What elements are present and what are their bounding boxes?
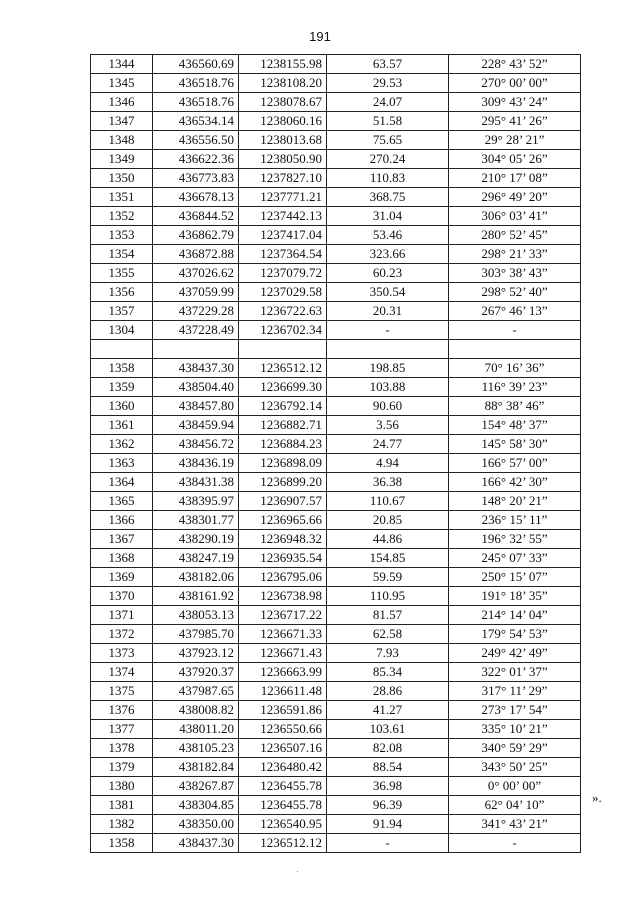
point-number-cell: 1373 <box>91 644 153 663</box>
length-cell: 24.07 <box>327 93 449 112</box>
y-coordinate-cell: 1238108.20 <box>239 74 327 93</box>
point-number-cell: 1375 <box>91 682 153 701</box>
point-number-cell: 1351 <box>91 188 153 207</box>
length-cell: 29.53 <box>327 74 449 93</box>
y-coordinate-cell: 1238078.67 <box>239 93 327 112</box>
bearing-cell: 306° 03’ 41” <box>449 207 581 226</box>
point-number-cell: 1367 <box>91 530 153 549</box>
x-coordinate-cell: 438459.94 <box>153 416 239 435</box>
page-number: 191 <box>309 29 331 44</box>
length-cell: 36.38 <box>327 473 449 492</box>
bearing-cell: 267° 46’ 13” <box>449 302 581 321</box>
x-coordinate-cell: 436773.83 <box>153 169 239 188</box>
table-row <box>91 416 581 435</box>
y-coordinate-cell: 1236795.06 <box>239 568 327 587</box>
bearing-cell: 341° 43’ 21” <box>449 815 581 834</box>
table-row <box>91 511 581 530</box>
length-cell: 91.94 <box>327 815 449 834</box>
y-coordinate-cell: 1236671.33 <box>239 625 327 644</box>
x-coordinate-cell: 438053.13 <box>153 606 239 625</box>
bearing-cell: 88° 38’ 46” <box>449 397 581 416</box>
point-number-cell: 1381 <box>91 796 153 815</box>
y-coordinate-cell: 1236898.09 <box>239 454 327 473</box>
point-number-cell: 1347 <box>91 112 153 131</box>
x-coordinate-cell: 437920.37 <box>153 663 239 682</box>
point-number-cell: 1345 <box>91 74 153 93</box>
x-coordinate-cell: 438301.77 <box>153 511 239 530</box>
point-number-cell: 1344 <box>91 55 153 74</box>
length-cell: 198.85 <box>327 359 449 378</box>
table-row <box>91 739 581 758</box>
bearing-cell: 154° 48’ 37” <box>449 416 581 435</box>
length-cell: 350.54 <box>327 283 449 302</box>
table-row <box>91 777 581 796</box>
length-cell: 36.98 <box>327 777 449 796</box>
x-coordinate-cell: 436518.76 <box>153 93 239 112</box>
bearing-cell: 191° 18’ 35” <box>449 587 581 606</box>
point-number-cell: 1372 <box>91 625 153 644</box>
x-coordinate-cell: 437059.99 <box>153 283 239 302</box>
table-row <box>91 454 581 473</box>
point-number-cell: 1364 <box>91 473 153 492</box>
bearing-cell: 145° 58’ 30” <box>449 435 581 454</box>
y-coordinate-cell: 1238013.68 <box>239 131 327 150</box>
bearing-cell: 249° 42’ 49” <box>449 644 581 663</box>
length-cell: - <box>327 321 449 340</box>
x-coordinate-cell: 438105.23 <box>153 739 239 758</box>
length-cell: - <box>327 834 449 853</box>
table-row <box>91 131 581 150</box>
bearing-cell: 166° 42’ 30” <box>449 473 581 492</box>
length-cell: 31.04 <box>327 207 449 226</box>
bearing-cell: 214° 14’ 04” <box>449 606 581 625</box>
x-coordinate-cell: 436556.50 <box>153 131 239 150</box>
length-cell: 270.24 <box>327 150 449 169</box>
point-number-cell: 1382 <box>91 815 153 834</box>
point-number-cell: 1346 <box>91 93 153 112</box>
x-coordinate-cell: 436560.69 <box>153 55 239 74</box>
point-number-cell: 1350 <box>91 169 153 188</box>
length-cell: 7.93 <box>327 644 449 663</box>
x-coordinate-cell: 436534.14 <box>153 112 239 131</box>
y-coordinate-cell: 1236722.63 <box>239 302 327 321</box>
table-row <box>91 796 581 815</box>
x-coordinate-cell: 438011.20 <box>153 720 239 739</box>
coordinates-table-body <box>91 55 581 853</box>
bearing-cell: 62° 04’ 10” <box>449 796 581 815</box>
y-coordinate-cell: 1236699.30 <box>239 378 327 397</box>
x-coordinate-cell: 438431.38 <box>153 473 239 492</box>
y-coordinate-cell: 1236455.78 <box>239 777 327 796</box>
table-row <box>91 815 581 834</box>
y-coordinate-cell: 1236512.12 <box>239 834 327 853</box>
table-row <box>91 321 581 340</box>
bearing-cell: 322° 01’ 37” <box>449 663 581 682</box>
bearing-cell: 210° 17’ 08” <box>449 169 581 188</box>
y-coordinate-cell: 1236792.14 <box>239 397 327 416</box>
y-coordinate-cell: 1236611.48 <box>239 682 327 701</box>
length-cell: 41.27 <box>327 701 449 720</box>
length-cell: 4.94 <box>327 454 449 473</box>
point-number-cell: 1363 <box>91 454 153 473</box>
y-coordinate-cell: 1236935.54 <box>239 549 327 568</box>
y-coordinate-cell: 1236717.22 <box>239 606 327 625</box>
y-coordinate-cell: 1236550.66 <box>239 720 327 739</box>
table-row <box>91 302 581 321</box>
length-cell: 90.60 <box>327 397 449 416</box>
x-coordinate-cell: 437985.70 <box>153 625 239 644</box>
x-coordinate-cell: 437923.12 <box>153 644 239 663</box>
y-coordinate-cell: 1236540.95 <box>239 815 327 834</box>
x-coordinate-cell: 438456.72 <box>153 435 239 454</box>
point-number-cell: 1349 <box>91 150 153 169</box>
bearing-cell: 0° 00’ 00” <box>449 777 581 796</box>
bearing-cell: 270° 00’ 00” <box>449 74 581 93</box>
table-row <box>91 473 581 492</box>
table-row <box>91 720 581 739</box>
table-row <box>91 644 581 663</box>
table-row <box>91 283 581 302</box>
y-coordinate-cell: 1236702.34 <box>239 321 327 340</box>
footer-mark: · <box>296 866 299 876</box>
x-coordinate-cell: 436844.52 <box>153 207 239 226</box>
point-number-cell: 1360 <box>91 397 153 416</box>
point-number-cell: 1359 <box>91 378 153 397</box>
bearing-cell: 298° 21’ 33” <box>449 245 581 264</box>
y-coordinate-cell: 1236671.43 <box>239 644 327 663</box>
point-number-cell: 1370 <box>91 587 153 606</box>
x-coordinate-cell: 436622.36 <box>153 150 239 169</box>
y-coordinate-cell: 1237364.54 <box>239 245 327 264</box>
table-row <box>91 188 581 207</box>
bearing-cell: 148° 20’ 21” <box>449 492 581 511</box>
bearing-cell: 317° 11’ 29” <box>449 682 581 701</box>
bearing-cell: 236° 15’ 11” <box>449 511 581 530</box>
table-row <box>91 530 581 549</box>
table-row <box>91 397 581 416</box>
point-number-cell: 1304 <box>91 321 153 340</box>
point-number-cell: 1355 <box>91 264 153 283</box>
x-coordinate-cell: 438161.92 <box>153 587 239 606</box>
table-row <box>91 245 581 264</box>
length-cell: 103.61 <box>327 720 449 739</box>
table-row <box>91 93 581 112</box>
table-row <box>91 169 581 188</box>
y-coordinate-cell: 1236948.32 <box>239 530 327 549</box>
bearing-cell: 304° 05’ 26” <box>449 150 581 169</box>
table-row <box>91 55 581 74</box>
table-row <box>91 625 581 644</box>
y-coordinate-cell: 1236480.42 <box>239 758 327 777</box>
length-cell <box>327 340 449 359</box>
bearing-cell: 179° 54’ 53” <box>449 625 581 644</box>
point-number-cell: 1377 <box>91 720 153 739</box>
y-coordinate-cell: 1236512.12 <box>239 359 327 378</box>
x-coordinate-cell: 438267.87 <box>153 777 239 796</box>
x-coordinate-cell <box>153 340 239 359</box>
x-coordinate-cell: 437987.65 <box>153 682 239 701</box>
bearing-cell: 245° 07’ 33” <box>449 549 581 568</box>
y-coordinate-cell: 1237029.58 <box>239 283 327 302</box>
x-coordinate-cell: 438395.97 <box>153 492 239 511</box>
point-number-cell: 1362 <box>91 435 153 454</box>
bearing-cell: 196° 32’ 55” <box>449 530 581 549</box>
bearing-cell: - <box>449 834 581 853</box>
x-coordinate-cell: 438290.19 <box>153 530 239 549</box>
y-coordinate-cell: 1237442.13 <box>239 207 327 226</box>
point-number-cell: 1352 <box>91 207 153 226</box>
table-row <box>91 150 581 169</box>
y-coordinate-cell: 1238060.16 <box>239 112 327 131</box>
length-cell: 28.86 <box>327 682 449 701</box>
y-coordinate-cell: 1237827.10 <box>239 169 327 188</box>
table-row <box>91 701 581 720</box>
bearing-cell: 309° 43’ 24” <box>449 93 581 112</box>
length-cell: 110.67 <box>327 492 449 511</box>
point-number-cell: 1378 <box>91 739 153 758</box>
table-row <box>91 492 581 511</box>
length-cell: 96.39 <box>327 796 449 815</box>
coordinates-table <box>90 54 581 853</box>
bearing-cell <box>449 340 581 359</box>
length-cell: 51.58 <box>327 112 449 131</box>
length-cell: 88.54 <box>327 758 449 777</box>
point-number-cell <box>91 340 153 359</box>
y-coordinate-cell: 1236899.20 <box>239 473 327 492</box>
length-cell: 63.57 <box>327 55 449 74</box>
y-coordinate-cell: 1237417.04 <box>239 226 327 245</box>
length-cell: 62.58 <box>327 625 449 644</box>
x-coordinate-cell: 438437.30 <box>153 834 239 853</box>
y-coordinate-cell: 1237079.72 <box>239 264 327 283</box>
bearing-cell: 70° 16’ 36” <box>449 359 581 378</box>
point-number-cell: 1348 <box>91 131 153 150</box>
length-cell: 368.75 <box>327 188 449 207</box>
point-number-cell: 1374 <box>91 663 153 682</box>
table-row <box>91 74 581 93</box>
point-number-cell: 1361 <box>91 416 153 435</box>
point-number-cell: 1380 <box>91 777 153 796</box>
x-coordinate-cell: 438457.80 <box>153 397 239 416</box>
table-row <box>91 340 581 359</box>
table-row <box>91 587 581 606</box>
point-number-cell: 1371 <box>91 606 153 625</box>
x-coordinate-cell: 438304.85 <box>153 796 239 815</box>
table-row <box>91 207 581 226</box>
bearing-cell: 29° 28’ 21” <box>449 131 581 150</box>
table-row <box>91 568 581 587</box>
y-coordinate-cell: 1236591.86 <box>239 701 327 720</box>
length-cell: 53.46 <box>327 226 449 245</box>
bearing-cell: 295° 41’ 26” <box>449 112 581 131</box>
x-coordinate-cell: 437228.49 <box>153 321 239 340</box>
table-row <box>91 663 581 682</box>
length-cell: 82.08 <box>327 739 449 758</box>
bearing-cell: 298° 52’ 40” <box>449 283 581 302</box>
table-row <box>91 606 581 625</box>
table-row <box>91 435 581 454</box>
table-row <box>91 549 581 568</box>
table-row <box>91 758 581 777</box>
point-number-cell: 1354 <box>91 245 153 264</box>
y-coordinate-cell <box>239 340 327 359</box>
length-cell: 75.65 <box>327 131 449 150</box>
length-cell: 110.83 <box>327 169 449 188</box>
length-cell: 20.85 <box>327 511 449 530</box>
length-cell: 44.86 <box>327 530 449 549</box>
bearing-cell: 303° 38’ 43” <box>449 264 581 283</box>
y-coordinate-cell: 1236507.16 <box>239 739 327 758</box>
length-cell: 323.66 <box>327 245 449 264</box>
x-coordinate-cell: 437026.62 <box>153 264 239 283</box>
point-number-cell: 1357 <box>91 302 153 321</box>
length-cell: 3.56 <box>327 416 449 435</box>
point-number-cell: 1368 <box>91 549 153 568</box>
x-coordinate-cell: 438182.06 <box>153 568 239 587</box>
table-row <box>91 378 581 397</box>
y-coordinate-cell: 1238155.98 <box>239 55 327 74</box>
point-number-cell: 1358 <box>91 359 153 378</box>
point-number-cell: 1353 <box>91 226 153 245</box>
x-coordinate-cell: 438247.19 <box>153 549 239 568</box>
x-coordinate-cell: 438350.00 <box>153 815 239 834</box>
x-coordinate-cell: 436862.79 <box>153 226 239 245</box>
y-coordinate-cell: 1238050.90 <box>239 150 327 169</box>
length-cell: 85.34 <box>327 663 449 682</box>
length-cell: 24.77 <box>327 435 449 454</box>
y-coordinate-cell: 1236884.23 <box>239 435 327 454</box>
length-cell: 59.59 <box>327 568 449 587</box>
point-number-cell: 1358 <box>91 834 153 853</box>
point-number-cell: 1365 <box>91 492 153 511</box>
bearing-cell: 250° 15’ 07” <box>449 568 581 587</box>
x-coordinate-cell: 438437.30 <box>153 359 239 378</box>
bearing-cell: 273° 17’ 54” <box>449 701 581 720</box>
length-cell: 110.95 <box>327 587 449 606</box>
table-row <box>91 834 581 853</box>
point-number-cell: 1366 <box>91 511 153 530</box>
table-row <box>91 359 581 378</box>
bearing-cell: - <box>449 321 581 340</box>
point-number-cell: 1369 <box>91 568 153 587</box>
x-coordinate-cell: 438008.82 <box>153 701 239 720</box>
closing-quote-mark: ». <box>592 790 602 805</box>
y-coordinate-cell: 1236907.57 <box>239 492 327 511</box>
x-coordinate-cell: 436518.76 <box>153 74 239 93</box>
table-row <box>91 226 581 245</box>
bearing-cell: 228° 43’ 52” <box>449 55 581 74</box>
length-cell: 154.85 <box>327 549 449 568</box>
table-row <box>91 682 581 701</box>
point-number-cell: 1379 <box>91 758 153 777</box>
y-coordinate-cell: 1236965.66 <box>239 511 327 530</box>
x-coordinate-cell: 438436.19 <box>153 454 239 473</box>
x-coordinate-cell: 438504.40 <box>153 378 239 397</box>
x-coordinate-cell: 437229.28 <box>153 302 239 321</box>
table-row <box>91 112 581 131</box>
length-cell: 60.23 <box>327 264 449 283</box>
x-coordinate-cell: 436872.88 <box>153 245 239 264</box>
length-cell: 103.88 <box>327 378 449 397</box>
bearing-cell: 343° 50’ 25” <box>449 758 581 777</box>
length-cell: 81.57 <box>327 606 449 625</box>
y-coordinate-cell: 1236663.99 <box>239 663 327 682</box>
y-coordinate-cell: 1236455.78 <box>239 796 327 815</box>
length-cell: 20.31 <box>327 302 449 321</box>
point-number-cell: 1356 <box>91 283 153 302</box>
x-coordinate-cell: 438182.84 <box>153 758 239 777</box>
bearing-cell: 335° 10’ 21” <box>449 720 581 739</box>
y-coordinate-cell: 1236882.71 <box>239 416 327 435</box>
point-number-cell: 1376 <box>91 701 153 720</box>
table-row <box>91 264 581 283</box>
y-coordinate-cell: 1237771.21 <box>239 188 327 207</box>
bearing-cell: 116° 39’ 23” <box>449 378 581 397</box>
y-coordinate-cell: 1236738.98 <box>239 587 327 606</box>
x-coordinate-cell: 436678.13 <box>153 188 239 207</box>
bearing-cell: 166° 57’ 00” <box>449 454 581 473</box>
bearing-cell: 296° 49’ 20” <box>449 188 581 207</box>
bearing-cell: 340° 59’ 29” <box>449 739 581 758</box>
bearing-cell: 280° 52’ 45” <box>449 226 581 245</box>
